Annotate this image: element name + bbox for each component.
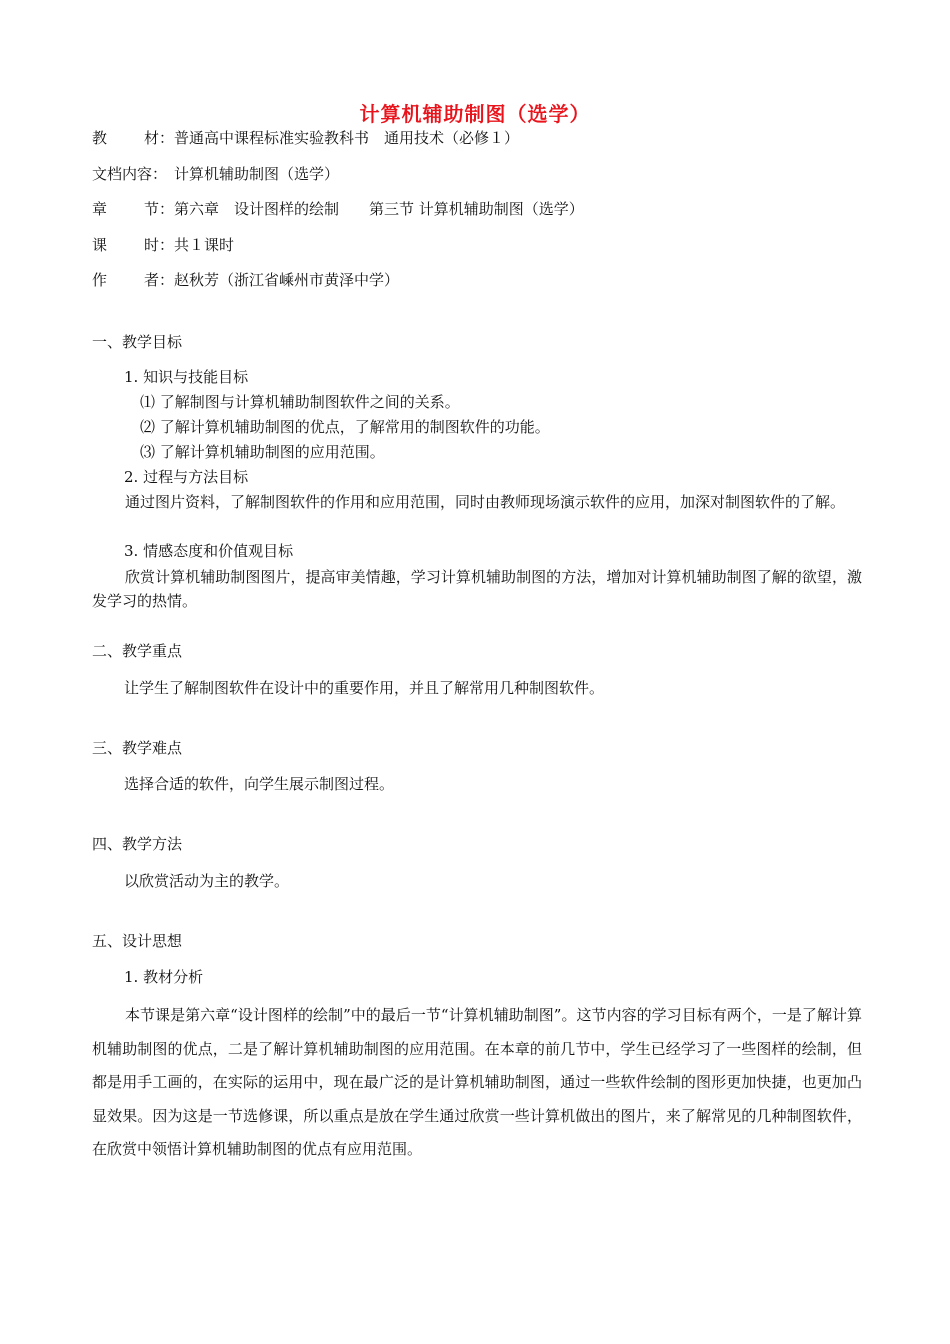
paragraph: 选择合适的软件，向学生展示制图过程。 (124, 775, 395, 793)
meta-key: 者： (144, 271, 175, 289)
meta-value: 计算机辅助制图（选学） (174, 165, 340, 183)
paragraph: 让学生了解制图软件在设计中的重要作用，并且了解常用几种制图软件。 (124, 679, 605, 697)
section-heading: 四、教学方法 (92, 835, 183, 853)
document-title: 计算机辅助制图（选学） (359, 102, 591, 126)
subsection-heading: 1. 教材分析 (124, 968, 204, 986)
section-heading: 一、教学目标 (92, 333, 183, 351)
meta-chapter (92, 198, 584, 220)
subsection-heading: 2. 过程与方法目标 (124, 468, 249, 486)
meta-key: 教 (92, 129, 108, 147)
meta-key: 材： (144, 129, 175, 147)
paragraph: 本节课是第六章“设计图样的绘制”中的最后一节“计算机辅助制图”。这节内容的学习目标有两个，一是了解计算机辅助制图的优点，二是了解计算机辅助制图的应用范围。在本章的前几节中，学生已经学习了一些图样的绘制，但都是用手工画的，在实际的运用中，现在最广泛的是计算机辅助制图，通过一些软件绘制的图形更加快捷，也更加凸显效果。因为这是一节选修课，所以重点是放在学生通过欣赏一些计算机做出的图片，来了解常见的几种制图软件，在欣赏中领悟计算机辅助制图的优点有应用范围。 (92, 1006, 862, 1158)
meta-key: 时： (144, 236, 175, 254)
section-heading: 五、设计思想 (92, 932, 183, 950)
meta-key: 作 (92, 271, 108, 289)
meta-value: 第六章 设计图样的绘制 第三节 计算机辅助制图（选学） (174, 200, 584, 218)
meta-author (92, 269, 399, 291)
meta-key: 课 (92, 236, 108, 254)
meta-content (92, 163, 339, 185)
meta-value: 普通高中课程标准实验教科书 通用技术（必修１） (174, 129, 520, 147)
meta-hours (92, 234, 234, 256)
subsection-heading: 3. 情感态度和价值观目标 (124, 542, 294, 560)
section-heading: 三、教学难点 (92, 739, 183, 757)
list-item: ⑴ 了解制图与计算机辅助制图软件之间的关系。 (140, 393, 460, 411)
meta-key: 文档内容： (92, 165, 168, 183)
meta-value: 赵秋芳（浙江省嵊州市黄泽中学） (174, 271, 400, 289)
meta-key: 节： (144, 200, 175, 218)
paragraph: 通过图片资料，了解制图软件的作用和应用范围，同时由教师现场演示软件的应用，加深对制图软件的了解。 (125, 493, 846, 511)
paragraph: 欣赏计算机辅助制图图片，提高审美情趣，学习计算机辅助制图的方法，增加对计算机辅助制图了解的欲望，激发学习的热情。 (92, 568, 862, 610)
meta-material (92, 127, 519, 149)
list-item: ⑵ 了解计算机辅助制图的优点，了解常用的制图软件的功能。 (140, 418, 550, 436)
section-heading: 二、教学重点 (92, 642, 183, 660)
meta-key: 章 (92, 200, 108, 218)
subsection-heading: 1. 知识与技能目标 (124, 368, 249, 386)
paragraph: 以欣赏活动为主的教学。 (124, 872, 290, 890)
list-item: ⑶ 了解计算机辅助制图的应用范围。 (140, 443, 385, 461)
meta-value: 共１课时 (174, 236, 235, 254)
